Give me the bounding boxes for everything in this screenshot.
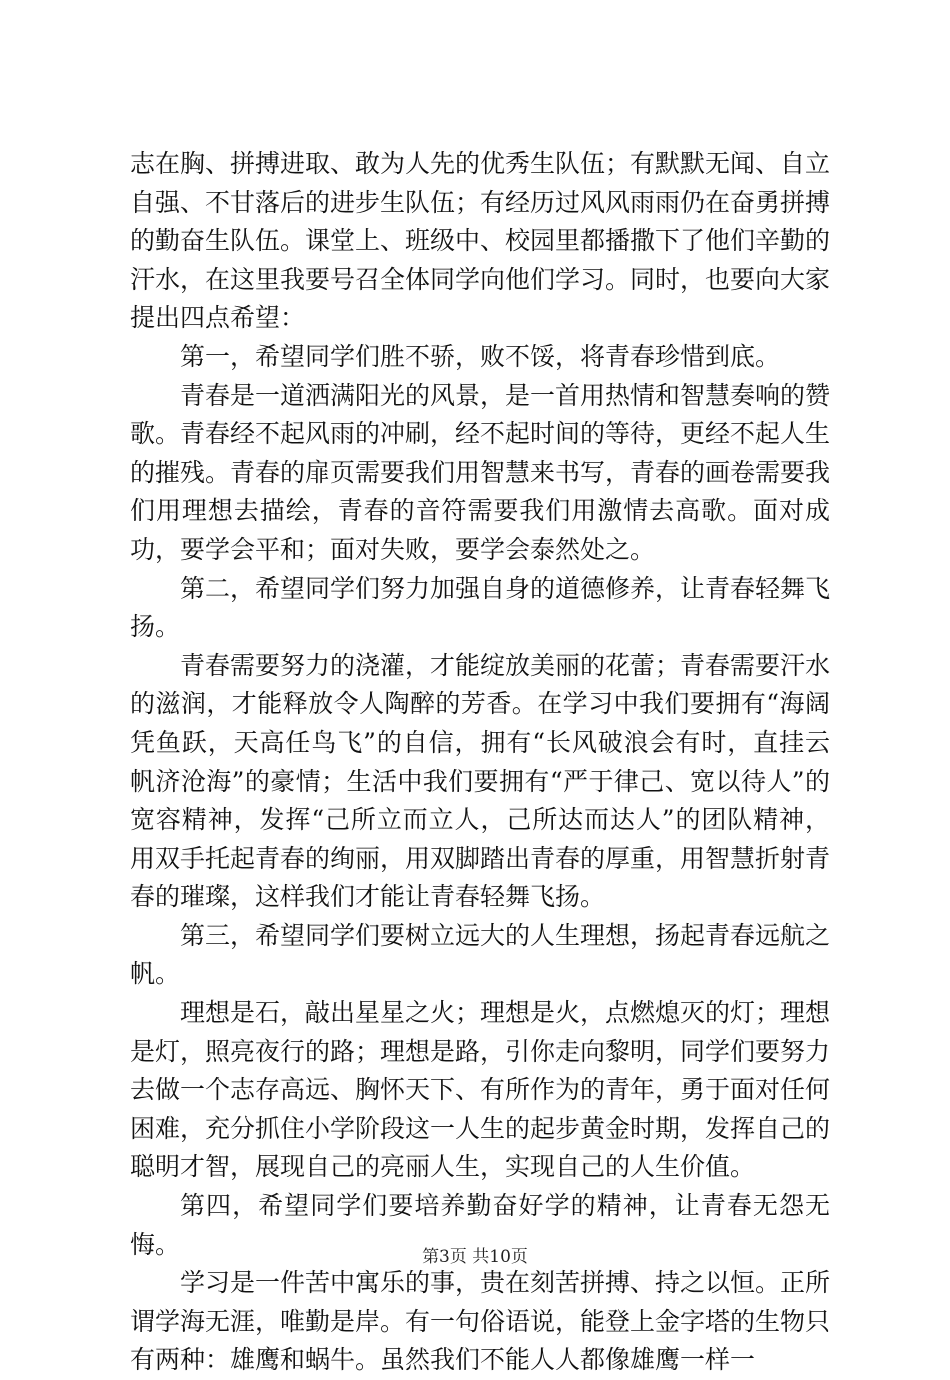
paragraph-7: 理想是石，敲出星星之火；理想是火，点燃熄灭的灯；理想是灯，照亮夜行的路；理想是路，引你走向黎明，同学们要努力去做一个志存高远、胸怀天下、有所作为的青年，勇于面对任何困难，充分抓住小学阶段这一人生的起步黄金时期，发挥自己的聪明才智，展现自己的亮丽人生，实现自己的人生价值。: [130, 998, 831, 1182]
paragraph-3: 青春是一道洒满阳光的风景，是一首用热情和智慧奏响的赞歌。青春经不起风雨的冲刷，经不起时间的等待，更经不起人生的摧残。青春的扉页需要我们用智慧来书写，青春的画卷需要我们用理想去描绘，青春的音符需要我们用激情去高歌。面对成功，要学会平和；面对失败，要学会泰然处之。: [130, 380, 831, 564]
page-number-footer: 第3页 共10页: [422, 1247, 528, 1267]
paragraph-5: 青春需要努力的浇灌，才能绽放美丽的花蕾；青春需要汗水的滋润，才能释放令人陶醉的芳香。在学习中我们要拥有“海阔凭鱼跃，天高任鸟飞”的自信，拥有“长风破浪会有时，直挂云帆济沧海”的豪情；生活中我们要拥有“严于律己、宽以待人”的宽容精神，发挥“己所立而立人，己所达而达人”的团队精神，用双手托起青春的绚丽，用双脚踏出青春的厚重，用智慧折射青春的璀璨，这样我们才能让青春轻舞飞扬。: [130, 650, 831, 912]
paragraph-4: 第二，希望同学们努力加强自身的道德修养，让青春轻舞飞扬。: [130, 573, 831, 642]
paragraph-1: 志在胸、拼搏进取、敢为人先的优秀生队伍；有默默无闻、自立自强、不甘落后的进步生队伍；有经历过风风雨雨仍在奋勇拼搏的勤奋生队伍。课堂上、班级中、校园里都播撒下了他们辛勤的汗水，在这里我要号召全体同学向他们学习。同时，也要向大家提出四点希望：: [130, 149, 831, 333]
paragraph-9: 学习是一件苦中寓乐的事，贵在刻苦拼搏、持之以恒。正所谓学海无涯，唯勤是岸。有一句俗语说，能登上金字塔的生物只有两种：雄鹰和蜗牛。虽然我们不能人人都像雄鹰一样一: [130, 1268, 831, 1375]
paragraph-8: 第四，希望同学们要培养勤奋好学的精神，让青春无怨无悔。: [130, 1191, 830, 1259]
paragraph-6: 第三，希望同学们要树立远大的人生理想，扬起青春远航之帆。: [130, 920, 831, 989]
paragraph-2: 第一，希望同学们胜不骄，败不馁，将青春珍惜到底。: [180, 341, 781, 371]
document-body: [130, 145, 830, 1380]
